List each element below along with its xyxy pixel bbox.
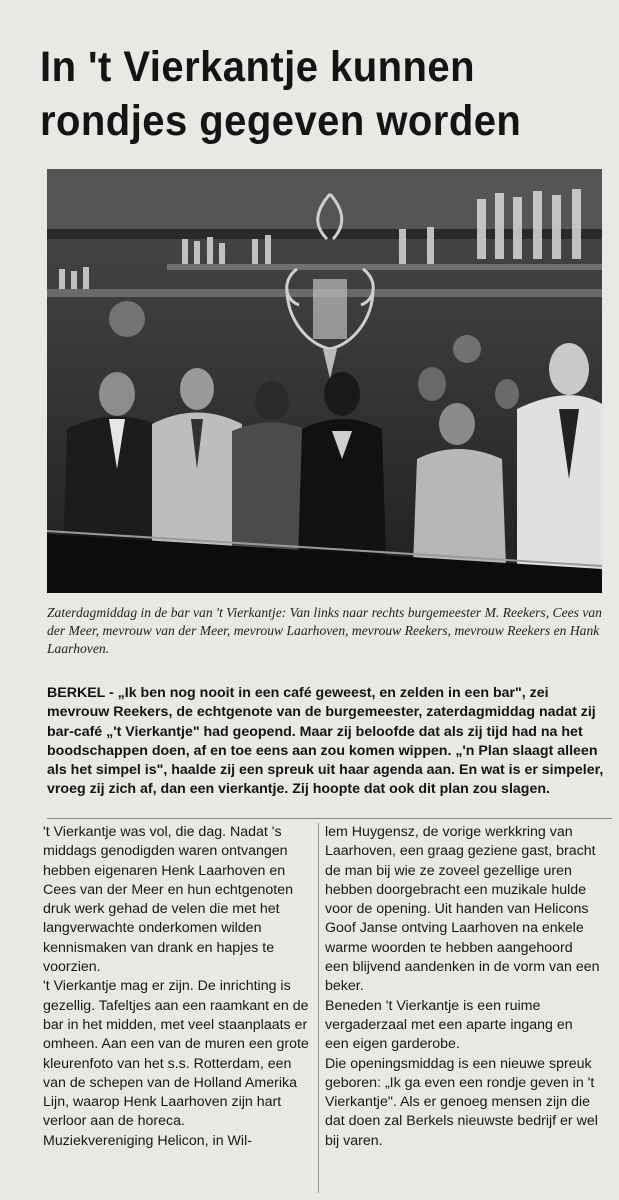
left-paragraph-2: 't Vierkantje mag er zijn. De inrichting is gezellig. Tafeltjes aan een raamkant en de bar in het midden, met veel staanplaats er omheen. Aan een van de muren een grote kleurenfoto van het s.s. Rotterdam, een van de schepen van de Holland Amerika Lijn, waarop Henk Laarhoven zijn hart verloor aan de horeca. [43,978,309,1130]
right-column [325,823,600,1151]
headline-line-1: In 't Vierkantje kunnen [40,43,476,91]
photo-caption: Zaterdagmiddag in de bar van 't Vierkantje: Van links naar rechts burgemeester M. Reekers, Cees van der Meer, mevrouw van der Meer, mevrouw Laarhoven, mevrouw Reekers, mevrouw Reekers en Hank Laarhoven. [47,605,602,656]
bar-photo-illustration [47,169,602,593]
right-paragraph-2: Beneden 't Vierkantje is een ruime vergaderzaal met een aparte ingang en een eigen garderobe. [325,997,573,1053]
left-paragraph-3: Muziekvereniging Helicon, in Wil- [43,1132,252,1149]
intro-paragraph [47,684,612,800]
bar-photo [47,169,602,593]
right-paragraph-1: lem Huygensz, de vorige werkkring van Laarhoven, een graag geziene gast, bracht de man bij wie ze zoveel gezellige uren hebben doorgebracht een muzikale hulde voor de opening. Uit handen van Helicons Goof Janse ontving Laarhoven na enkele warme woorden te hebben aangehoord een blijvend aandenken in de vorm van een beker. [325,824,600,995]
headline-line-2: rondjes gegeven worden [40,97,522,145]
column-rule [318,823,319,1193]
left-column [43,823,318,1151]
headline [40,40,561,148]
intro-text: - „Ik ben nog nooit in een café geweest, en zelden in een bar", zei mevrouw Reekers, de echtgenote van de burgemeester, zaterdagmiddag nadat zij bar-café „'t Vierkantje" had geopend. Maar zij beloofde dat als zij tijd had na het boodschappen doen, af en toe eens aan zou komen wippen. „'n Plan slaagt alleen als het simpel is", haalde zij een spreuk uit haar agenda aan. En wat is er simpeler, vroeg zij zich af, dan een vierkantje. Zij hoopte dat ook dit plan zou slagen. [47,685,604,798]
right-paragraph-3: Die openingsmiddag is een nieuwe spreuk geboren: „Ik ga even een rondje geven in 't Vierkantje". Als er genoeg mensen zijn die dat doen zal Berkels nieuwste bedrijf er wel bij varen. [325,1055,598,1149]
dateline: BERKEL [47,685,106,701]
left-paragraph-1: 't Vierkantje was vol, die dag. Nadat 's middags genodigden waren ontvangen hebben eigenaren Henk Laarhoven en Cees van der Meer en hun echtgenoten druk werk gehad de velen die met het langverwachte onderkomen wilden kennismaken van drank en hapjes te voorzien. [43,824,294,976]
section-divider [47,818,612,819]
